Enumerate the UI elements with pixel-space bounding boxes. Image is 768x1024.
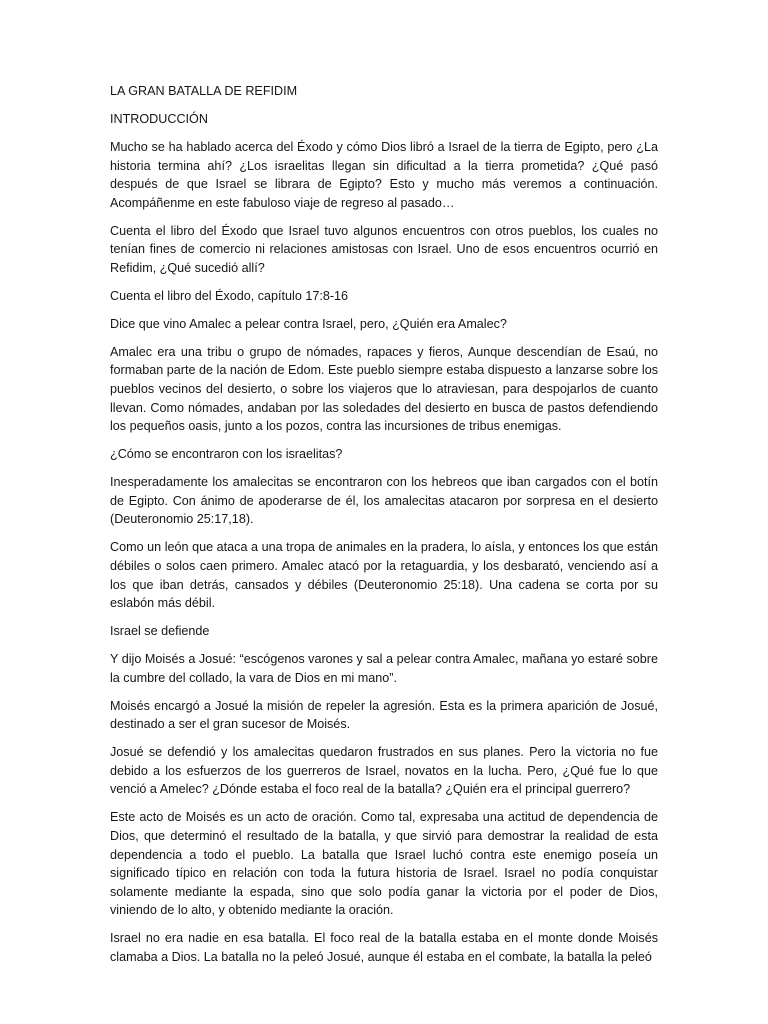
paragraph: Como un león que ataca a una tropa de animales en la pradera, lo aísla, y entonces los que están débiles o solos caen primero. Amalec atacó por la retaguardia, y los desbarató, venciendo así a los que iban detrás, cansados y débiles (Deuteronomio 25:18). Una cadena se corta por su eslabón más débil. bbox=[110, 540, 658, 611]
paragraph: Cuenta el libro del Éxodo que Israel tuvo algunos encuentros con otros pueblos, los cuales no tenían fines de comercio ni relaciones amistosas con Israel. Uno de esos encuentros ocurrió en Refidim, ¿Qué sucedió allí? bbox=[110, 223, 658, 275]
paragraph: Mucho se ha hablado acerca del Éxodo y cómo Dios libró a Israel de la tierra de Egipto, pero ¿La historia termina ahí? ¿Los israelitas llegan sin dificultad a la tierra prometida? ¿Qué pasó después de que Israel se librara de Egipto? Esto y mucho más veremos a continuación. Acompáñenme en este fabuloso viaje de regreso al pasado… bbox=[110, 139, 658, 210]
paragraph: Josué se defendió y los amalecitas quedaron frustrados en sus planes. Pero la victoria no fue debido a los esfuerzos de los guerreros de Israel, novatos en la lucha. Pero, ¿Qué fue lo que venció a Amelec? ¿Dónde estaba el foco real de la batalla? ¿Quién era el principal guerrero? bbox=[110, 745, 658, 797]
paragraph: Israel no era nadie en esa batalla. El foco real de la batalla estaba en el monte donde Moisés clamaba a Dios. La batalla no la peleó Josué, aunque él estaba en el combate, la batalla la peleó bbox=[110, 931, 658, 965]
paragraph: Este acto de Moisés es un acto de oración. Como tal, expresaba una actitud de dependencia de Dios, que determinó el resultado de la batalla, y que sirvió para demostrar la realidad de esta dependencia a todo el pueblo. La batalla que Israel luchó contra este enemigo poseía un significado típico en relación con toda la futura historia de Israel. Israel no podía conquistar solamente mediante la espada, sino que solo podía ganar la victoria por el poder de Dios, viniendo de lo alto, y obtenido mediante la oración. bbox=[110, 810, 658, 918]
paragraph: Moisés encargó a Josué la misión de repeler la agresión. Esta es la primera aparición de Josué, destinado a ser el gran sucesor de Moisés. bbox=[110, 698, 658, 732]
paragraph: Dice que vino Amalec a pelear contra Israel, pero, ¿Quién era Amalec? bbox=[110, 316, 507, 331]
paragraph: Inesperadamente los amalecitas se encontraron con los hebreos que iban cargados con el botín de Egipto. Con ánimo de apoderarse de él, los amalecitas atacaron por sorpresa en el desierto (Deuteronomio 25:17,18). bbox=[110, 475, 658, 527]
paragraph: Cuenta el libro del Éxodo, capítulo 17:8-16 bbox=[110, 288, 349, 303]
document-body bbox=[110, 82, 658, 976]
paragraph: ¿Cómo se encontraron con los israelitas? bbox=[110, 447, 343, 462]
section-heading: INTRODUCCIÓN bbox=[110, 111, 208, 126]
paragraph: Amalec era una tribu o grupo de nómades, rapaces y fieros, Aunque descendían de Esaú, no formaban parte de la nación de Edom. Este pueblo siempre estaba dispuesto a lanzarse sobre los pueblos vecinos del desierto, o sobre los viajeros que lo atraviesan, para despojarlos de cuanto llevan. Como nómades, andaban por las soledades del desierto en busca de pastos defendiendo los pequeños oasis, junto a los pozos, contra las incursiones de tribus enemigas. bbox=[110, 344, 658, 434]
document-title: LA GRAN BATALLA DE REFIDIM bbox=[110, 84, 298, 98]
subheading: Israel se defiende bbox=[110, 624, 210, 639]
paragraph: Y dijo Moisés a Josué: “escógenos varones y sal a pelear contra Amalec, mañana yo estaré sobre la cumbre del collado, la vara de Dios en mi mano”. bbox=[110, 652, 658, 685]
